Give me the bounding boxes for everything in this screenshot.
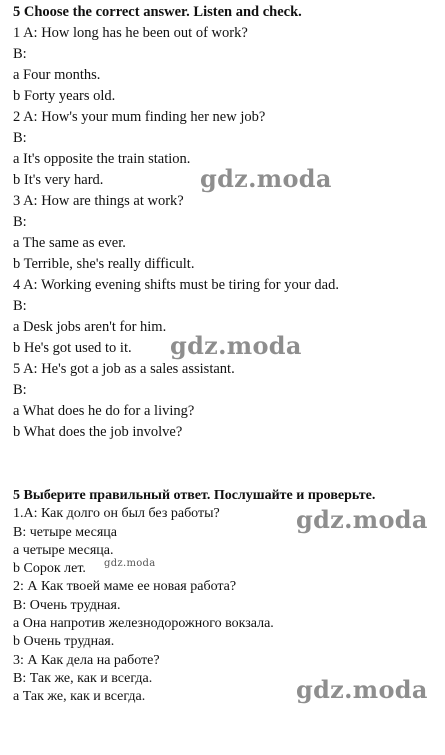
ru-q1-option-b: b Сорок лет.	[13, 561, 86, 577]
watermark-gdz-moda: gdz.moda	[200, 164, 332, 193]
english-exercise-heading: 5 Choose the correct answer. Listen and check.	[13, 4, 302, 20]
q4-question: 4 A: Working evening shifts must be tiring for your dad.	[13, 277, 339, 293]
russian-exercise-heading: 5 Выберите правильный ответ. Послушайте и проверьте.	[13, 488, 376, 503]
q5-question: 5 A: He's got a job as a sales assistant.	[13, 361, 235, 377]
ru-q3-option-a: а Так же, как и всегда.	[13, 689, 146, 705]
ru-q3-question: 3: А Как дела на работе?	[13, 652, 160, 668]
q2-question: 2 A: How's your mum finding her new job?	[13, 109, 266, 125]
ru-q1-option-a: а четыре месяца.	[13, 542, 114, 558]
q3-option-a: a The same as ever.	[13, 235, 126, 251]
q5-option-a: a What does he do for a living?	[13, 403, 195, 419]
watermark-gdz-moda: gdz.moda	[296, 675, 428, 704]
q4-option-a: a Desk jobs aren't for him.	[13, 319, 167, 335]
q1-option-b: b Forty years old.	[13, 88, 116, 104]
ru-q2-option-b: b Очень трудная.	[13, 634, 115, 650]
q1-question: 1 A: How long has he been out of work?	[13, 25, 248, 41]
q2-option-a: a It's opposite the train station.	[13, 151, 191, 167]
ru-q3-b-label: В: Так же, как и всегда.	[13, 670, 153, 686]
ru-q1-b-label: В: четыре месяца	[13, 524, 118, 540]
q3-option-b: b Terrible, she's really difficult.	[13, 256, 195, 272]
q5-b-label: B:	[13, 382, 27, 398]
q5-option-b: b What does the job involve?	[13, 424, 183, 440]
watermark-gdz-moda-small: gdz.moda	[104, 558, 156, 569]
ru-q2-option-a: а Она напротив железнодорожного вокзала.	[13, 616, 274, 632]
ru-q2-question: 2: А Как твоей маме ее новая работа?	[13, 579, 237, 595]
ru-q1-question: 1.А: Как долго он был без работы?	[13, 506, 220, 522]
q2-option-b: b It's very hard.	[13, 172, 104, 188]
q1-option-a: a Four months.	[13, 67, 101, 83]
q3-question: 3 A: How are things at work?	[13, 193, 184, 209]
q3-b-label: B:	[13, 214, 27, 230]
watermark-gdz-moda: gdz.moda	[296, 505, 428, 534]
q4-b-label: B:	[13, 298, 27, 314]
watermark-gdz-moda: gdz.moda	[170, 331, 302, 360]
q1-b-label: B:	[13, 46, 27, 62]
english-exercise	[13, 2, 438, 443]
q2-b-label: B:	[13, 130, 27, 146]
ru-q2-b-label: В: Очень трудная.	[13, 597, 121, 613]
q4-option-b: b He's got used to it.	[13, 340, 132, 356]
